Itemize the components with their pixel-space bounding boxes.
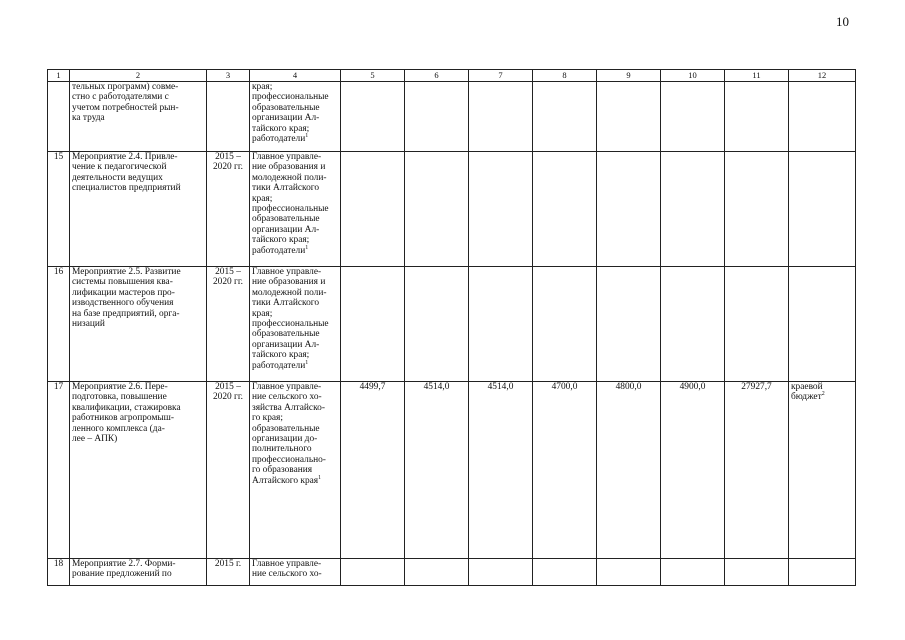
executor	[250, 382, 341, 559]
funding-value: 4700,0	[533, 382, 597, 559]
footnote-mark: 2	[821, 391, 825, 398]
measure-name	[70, 152, 207, 267]
funding-value: 4514,0	[469, 382, 533, 559]
period	[207, 559, 250, 586]
executor-line: тайского края;	[252, 123, 310, 134]
executor-line: края;	[252, 82, 273, 92]
executor	[250, 82, 341, 152]
measure-name-line: на базе предприятий, орга-	[72, 308, 180, 319]
funding-value	[341, 559, 405, 586]
column-header: 1	[48, 70, 70, 82]
executor-line: работодатели	[252, 245, 306, 256]
period	[207, 382, 250, 559]
funding-value: 27927,7	[725, 382, 789, 559]
line-with-footnote	[791, 392, 853, 402]
footnote-mark: 1	[305, 132, 309, 139]
measure-name-line: изводственного обучения	[72, 298, 174, 309]
column-header: 6	[405, 70, 469, 82]
period-line: 2015 –	[215, 152, 241, 162]
column-header: 4	[250, 70, 341, 82]
measure-name-line: учетом потребностей рын-	[72, 102, 179, 113]
funding-source	[789, 152, 856, 267]
executor-line: полнительного	[252, 444, 312, 455]
program-measures-table	[47, 69, 856, 586]
executor-line: профессиональные	[252, 92, 329, 103]
period	[207, 267, 250, 382]
table-row	[48, 559, 856, 586]
column-header: 12	[789, 70, 856, 82]
column-header: 10	[661, 70, 725, 82]
executor-line: образовательные	[252, 329, 320, 340]
executor-line: молодежной поли-	[252, 287, 327, 298]
column-header: 7	[469, 70, 533, 82]
funding-value	[725, 559, 789, 586]
table-row	[48, 267, 856, 382]
measure-name-line: лификации мастеров про-	[72, 287, 175, 298]
funding-value	[341, 267, 405, 382]
funding-value	[725, 82, 789, 152]
funding-value	[469, 559, 533, 586]
funding-value	[661, 152, 725, 267]
measure-name-line: ка труда	[72, 113, 105, 124]
period-line: 2015 –	[215, 382, 241, 392]
executor-line: организации до-	[252, 434, 318, 445]
executor-line: работодатели	[252, 134, 306, 145]
column-header: 2	[70, 70, 207, 82]
measure-name-line: работников агропромыш-	[72, 413, 175, 424]
executor	[250, 559, 341, 586]
funding-value: 4900,0	[661, 382, 725, 559]
column-header: 8	[533, 70, 597, 82]
column-header: 5	[341, 70, 405, 82]
measure-name-line: Мероприятие 2.4. Привле-	[72, 152, 178, 162]
funding-source	[789, 382, 856, 559]
funding-value	[597, 152, 661, 267]
executor-line: края;	[252, 308, 273, 319]
funding-value	[597, 82, 661, 152]
table-row	[48, 82, 856, 152]
line-with-footnote	[252, 476, 338, 486]
measure-name	[70, 267, 207, 382]
executor-line: образовательные	[252, 423, 320, 434]
measure-name	[70, 82, 207, 152]
funding-value	[469, 82, 533, 152]
executor-line: молодежной поли-	[252, 172, 327, 183]
executor-line: го образования	[252, 465, 313, 476]
measure-name-line: стно с работодателями с	[72, 92, 169, 103]
column-header: 3	[207, 70, 250, 82]
measure-name-line: Мероприятие 2.6. Пере-	[72, 382, 168, 392]
executor-line: тики Алтайского	[252, 298, 320, 309]
measure-name	[70, 559, 207, 586]
period	[207, 82, 250, 152]
measure-name-line: рование предложений по	[72, 569, 172, 580]
funding-source	[789, 267, 856, 382]
measure-name-line: специалистов предприятий	[72, 183, 181, 194]
funding-value	[533, 559, 597, 586]
executor-line: ние сельского хо-	[252, 392, 322, 403]
executor-line: го края;	[252, 413, 283, 424]
funding-value	[405, 152, 469, 267]
measure-name-line: тельных программ) совме-	[72, 82, 179, 92]
measure-name-line: системы повышения ква-	[72, 277, 173, 288]
period-line: 2015 –	[215, 267, 241, 277]
funding-value: 4514,0	[405, 382, 469, 559]
line-with-footnote	[252, 134, 338, 144]
executor-line: Главное управле-	[252, 559, 322, 569]
measure-name-line: низаций	[72, 319, 105, 330]
funding-value	[405, 82, 469, 152]
measure-name-line: Мероприятие 2.5. Развитие	[72, 267, 181, 277]
funding-value	[533, 267, 597, 382]
funding-value	[597, 559, 661, 586]
line-with-footnote	[252, 361, 338, 371]
measure-name-line: ленного комплекса (да-	[72, 423, 165, 434]
measure-name-line: деятельности ведущих	[72, 172, 163, 183]
column-header: 9	[597, 70, 661, 82]
funding-source	[789, 82, 856, 152]
table-row	[48, 382, 856, 559]
footnote-mark: 1	[305, 359, 309, 366]
funding-value	[661, 559, 725, 586]
column-number-header-row	[48, 70, 856, 82]
executor-line: ние сельского хо-	[252, 569, 322, 580]
funding-value	[597, 267, 661, 382]
executor-line: образовательные	[252, 102, 320, 113]
executor-line: организации Ал-	[252, 113, 320, 124]
funding-value	[405, 559, 469, 586]
line-with-footnote	[252, 246, 338, 256]
funding-source-line: бюджет	[791, 392, 822, 403]
executor-line: зяйства Алтайско-	[252, 402, 325, 413]
funding-value	[725, 267, 789, 382]
executor-line: края;	[252, 193, 273, 204]
executor-line: профессионально-	[252, 454, 326, 465]
period-line: 2020 гг.	[212, 277, 244, 288]
funding-value: 4499,7	[341, 382, 405, 559]
funding-value	[533, 82, 597, 152]
period-line: 2015 г.	[214, 559, 242, 569]
period-line: 2020 гг.	[212, 392, 244, 403]
measure-name-line: чение к педагогической	[72, 162, 167, 173]
executor-line: профессиональные	[252, 204, 329, 215]
executor-line: тики Алтайского	[252, 183, 320, 194]
funding-value	[341, 82, 405, 152]
executor-line: организации Ал-	[252, 224, 320, 235]
measure-name-line: квалификации, стажировка	[72, 402, 181, 413]
funding-value	[661, 82, 725, 152]
measure-name	[70, 382, 207, 559]
executor-line: Алтайского края	[252, 475, 319, 486]
funding-source	[789, 559, 856, 586]
table-row	[48, 152, 856, 267]
funding-value	[469, 152, 533, 267]
funding-value	[405, 267, 469, 382]
executor	[250, 152, 341, 267]
executor-line: тайского края;	[252, 350, 310, 361]
measure-name-line: Мероприятие 2.7. Форми-	[72, 559, 176, 569]
executor-line: тайского края;	[252, 235, 310, 246]
period-line: 2020 гг.	[212, 162, 244, 173]
executor-line: работодатели	[252, 360, 306, 371]
executor-line: Главное управле-	[252, 152, 322, 162]
executor	[250, 267, 341, 382]
page-number: 10	[836, 14, 849, 29]
funding-value	[533, 152, 597, 267]
measure-name-line: лее – АПК)	[72, 434, 118, 445]
funding-value	[725, 152, 789, 267]
row-number: 16	[48, 267, 70, 382]
row-number: 15	[48, 152, 70, 267]
executor-line: ние образования и	[252, 162, 326, 173]
executor-line: организации Ал-	[252, 339, 320, 350]
funding-value	[661, 267, 725, 382]
executor-line: Главное управле-	[252, 382, 322, 392]
row-number	[48, 82, 70, 152]
funding-value	[341, 152, 405, 267]
funding-source-line: краевой	[791, 382, 823, 392]
footnote-mark: 1	[318, 474, 322, 481]
footnote-mark: 1	[305, 244, 309, 251]
executor-line: ние образования и	[252, 277, 326, 288]
funding-value	[469, 267, 533, 382]
funding-value: 4800,0	[597, 382, 661, 559]
executor-line: Главное управле-	[252, 267, 322, 277]
executor-line: профессиональные	[252, 319, 329, 330]
row-number: 18	[48, 559, 70, 586]
measure-name-line: подготовка, повышение	[72, 392, 167, 403]
executor-line: образовательные	[252, 214, 320, 225]
period	[207, 152, 250, 267]
column-header: 11	[725, 70, 789, 82]
row-number: 17	[48, 382, 70, 559]
